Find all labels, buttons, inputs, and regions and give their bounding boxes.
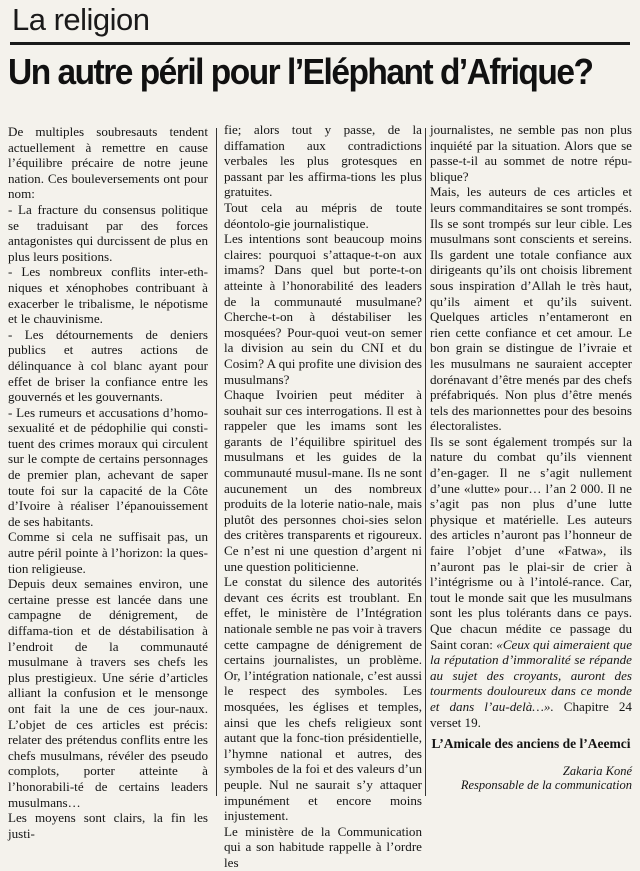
column-divider <box>216 128 217 796</box>
paragraph: Depuis deux semaines environ, une certaine presse est lancée dans une campagne de dénigrement, de diffama-tion et de déstabilisation à l’endroit de la communauté musulmane à travers ses chefs les plus prestigieux. Une série d’articles alliant la confusion et le mensonge ont fait la une de ces jour-naux. L’objet de ces articles est précis: relater des prétendus conflits entre les chefs musulmans, révéler des pseudo complots, porter atteinte à l’honorabili-té de certains leaders musulmans… <box>8 576 208 810</box>
paragraph: fie; alors tout y passe, de la diffamation aux contradictions verbales les plus grotesques en passant par les affirma-tions les plus gratuites. <box>224 122 422 200</box>
paragraph: Chaque Ivoirien peut méditer à souhait sur ces interrogations. Il est à rappeler que les imams sont les garants de l’équilibre spirituel des musulmans et les guides de la communauté musul-mane. Ils ne sont aucunement un des nombreux produits de la loterie natio-nale, mais plutôt des personnes choi-sies selon des critères transparents et rigoureux. Ce n’est ni une question d’argent ni une question politicienne. <box>224 387 422 574</box>
paragraph: Les intentions sont beaucoup moins claires: pourquoi s’attaque-t-on aux imams? Dans quel but porte-t-on atteinte à l’honorabilité des leaders de la communauté musulmane? Cherche-t-on à déstabiliser les mosquées? Pour-quoi veut-on semer la division au sein du CNI et du Cosim? A qui profite une division des musulmans? <box>224 231 422 387</box>
paragraph: - Les nombreux conflits inter-eth-niques et xénophobes contribuant à exacerber le tribalisme, le népotisme et le chauvinisme. <box>8 264 208 327</box>
paragraph: - Les détournements de deniers publics et autres actions de délinquance à col blanc ayant pour effet de briser la confiance entre les gouvernés et les gouvernants. <box>8 326 208 405</box>
paragraph: - Les rumeurs et accusations d’homo-sexualité et de pédophilie qui consti-tuent des crimes moraux qui circulent sur le compte de certains personnages de premier plan, achevant de saper toute foi sur la capacité de la Côte d’Ivoire à réaliser l’épanouissement de ses habitants. <box>8 404 208 529</box>
paragraph: Les moyens sont clairs, la fin les justi- <box>8 810 208 841</box>
coran-quote: «Ceux qui aimeraient que la réputation d’immoralité se répande au sujet des croyants, auront des tourments douloureux dans ce monde et dans l’au-delà…». <box>430 636 633 714</box>
column-divider <box>425 128 426 796</box>
rubric-divider <box>10 42 630 45</box>
article-column-2 <box>224 122 422 871</box>
paragraph: - La fracture du consensus politique se traduisant par des forces antagonistes qui durcissent de plus en plus leurs positions. <box>8 201 208 264</box>
paragraph: Le constat du silence des autorités devant ces écrits est troublant. En effet, le ministère de l’Intégration nationale semble ne pas voir à travers cette campagne de dénigrement de certains journalistes, un problème. Or, l’intégration nationale, c’est aussi le respect des symboles. Les mosquées, les églises et temples, ainsi que les chefs religieux sont autant que la fonc-tion présidentielle, l’hymne national et autres, des symboles de la foi et des valeurs d’un peuple. Nul ne saurait s’y attaquer impunément et encore moins injustement. <box>224 574 422 824</box>
paragraph-text: Ils se sont également trompés sur la nature du combat qu’ils viennent d’en-gager. Il ne s’agit nullement d’une «lutte» pour… l’an 2 000. Il ne s’agit pas non plus d’une lutte physique et matérielle. Les auteurs des articles n’auront pas l’honneur de faire l’objet d’une «Fatwa», ils n’auront pas le plai-sir de crier à l’intégrisme ou à l’intolé-rance. Car, tout le monde sait que les musulmans sont les plus tolérants dans ce pays. Que chacun médite ce passage du Saint coran: <box>430 433 632 652</box>
author-name: Zakaria Koné <box>562 763 632 778</box>
article-column-3 <box>430 122 632 792</box>
author-role: Responsable de la communication <box>460 777 632 792</box>
paragraph: Le ministère de la Communication qui a son habitude rappelle à l’ordre les <box>224 823 422 870</box>
paragraph: De multiples soubresauts tendent actuellement à remettre en cause l’équilibre précaire de notre jeune nation. Ces bouleversements ont pour nom: <box>8 124 208 202</box>
quote-reference: Chapitre 24 verset 19. <box>430 698 632 730</box>
section-rubric: La religion <box>12 2 150 37</box>
paragraph: journalistes, ne semble pas non plus inquiété par la situation. Alors que se passe-t-il au sommet de notre répu-blique? <box>430 122 632 184</box>
paragraph: Comme si cela ne suffisait pas, un autre péril pointe à l’horizon: la ques-tion religieuse. <box>8 529 208 576</box>
paragraph: Tout cela au mépris de toute déontolo-gie journalistique. <box>224 199 422 231</box>
article-headline: Un autre péril pour l’Eléphant d’Afrique? <box>8 51 593 92</box>
article-column-1 <box>8 124 208 841</box>
paragraph: Mais, les auteurs de ces articles et leurs commanditaires se sont trompés. Ils se sont trompés sur leur cible. Les musulmans sont conscients et sereins. Ils gardent une totale confiance aux dirigeants qu’ils ont choisis librement sous inspiration d’Allah le très haut, qu’ils aiment et qu’ils suivent. Quelques articles n’entameront en rien cette confiance et cet amour. Le bon grain se distingue de l’ivraie et les musulmans ne sauraient accepter dorénavant d’être menés par des chefs préfabriqués. Non plus d’être menés tels des marionnettes pour des besoins électoralistes. <box>430 184 632 434</box>
paragraph <box>430 434 632 730</box>
signature-organization: L’Amicale des anciens de l’Aeemci <box>431 736 631 752</box>
